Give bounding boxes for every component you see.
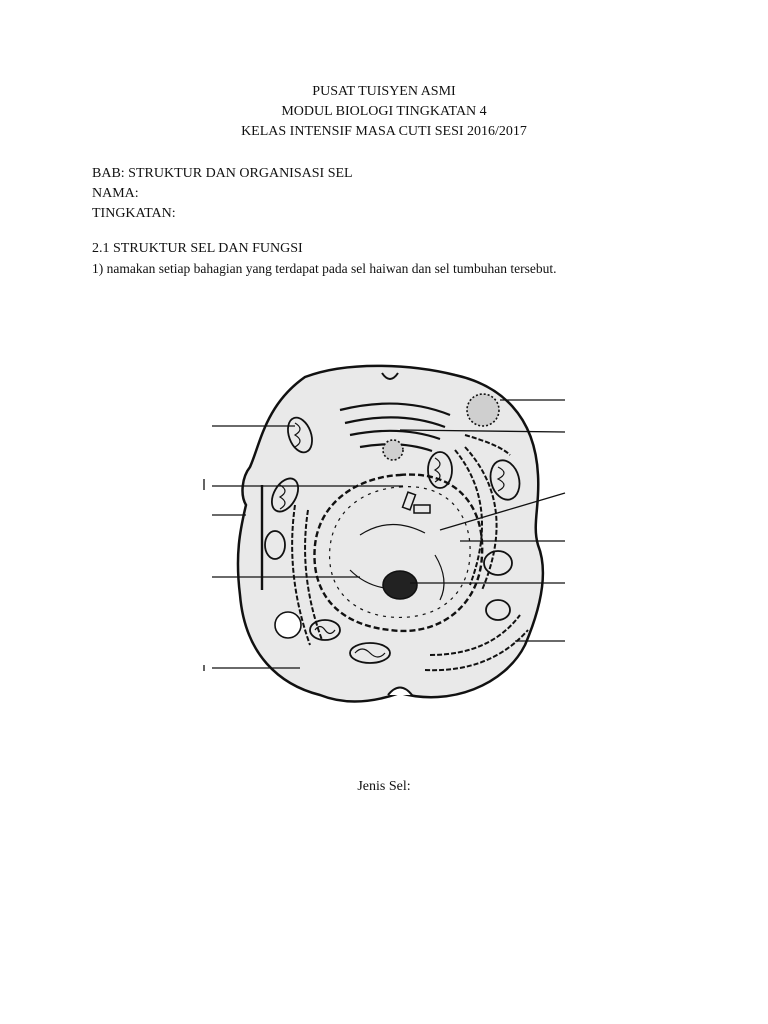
chapter-title: BAB: STRUKTUR DAN ORGANISASI SEL [92,166,353,181]
lysosome [467,394,499,426]
name-field-label: NAMA: [92,186,139,201]
centre-name: PUSAT TUISYEN ASMI [312,84,456,99]
student-info [92,164,353,224]
module-title: MODUL BIOLOGI TINGKATAN 4 [281,104,487,119]
animal-cell-diagram [200,355,570,715]
question-text: 1) namakan setiap bahagian yang terdapat pada sel haiwan dan sel tumbuhan tersebut. [92,261,557,276]
section-title: 2.1 STRUKTUR SEL DAN FUNGSI [92,241,303,256]
question-section [92,239,556,279]
nucleolus [383,571,417,599]
form-field-label: TINGKATAN: [92,206,176,221]
document-header [0,82,768,142]
class-session: KELAS INTENSIF MASA CUTI SESI 2016/2017 [241,124,527,139]
cell-type-label: Jenis Sel: [357,779,411,794]
